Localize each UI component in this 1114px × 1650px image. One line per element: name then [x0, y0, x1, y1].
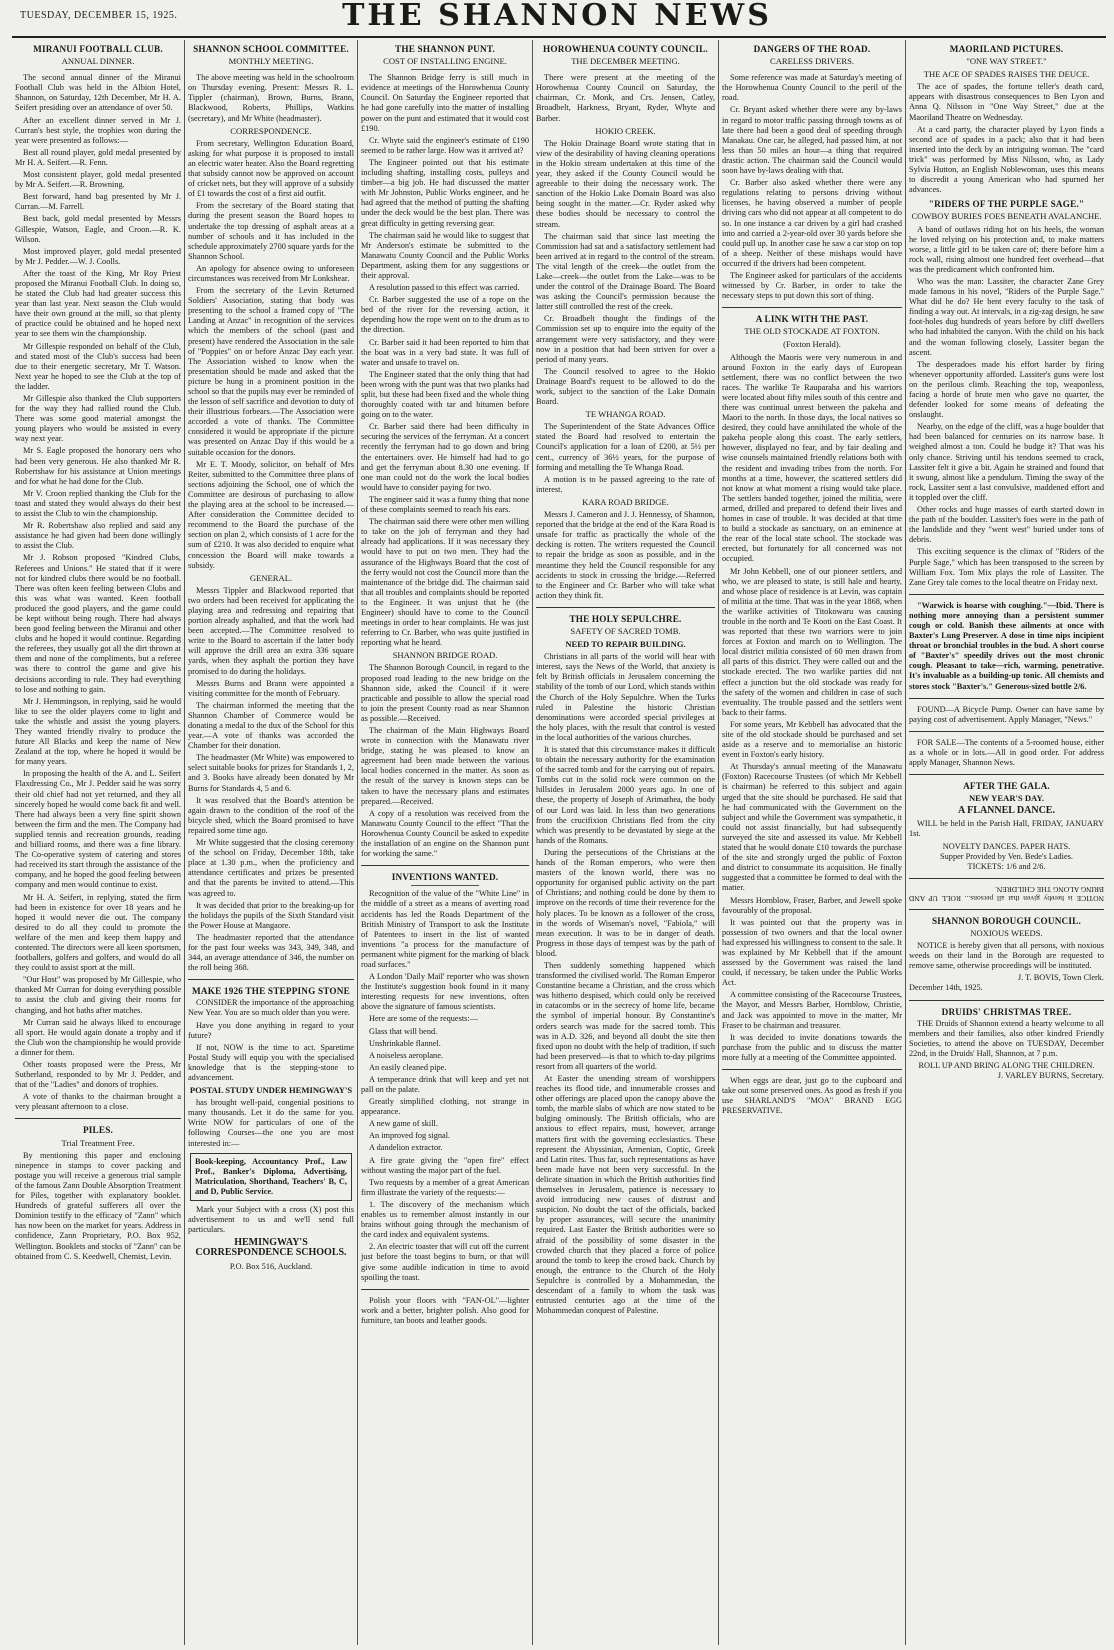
paragraph: The Council resolved to agree to the Hokio Drainage Board's request to be allowed to do the work, subject to the sanction of the Lake Domain Board. [536, 366, 715, 407]
paragraph: A dandelion extractor. [369, 1143, 443, 1153]
football-heading: MIRANUI FOOTBALL CLUB. [33, 44, 163, 54]
mark-subject-text: Mark your Subject with a cross (X) post this advertisement to us and we'll send full particulars. [188, 1205, 354, 1235]
paragraph: Cr. Barber also asked whether there were any regulations relating to persons driving without licenses, he having observed a number of people driving cars who did not appear at all competent to do so. In one instance a car driven by a girl had crashed into and carried a 2-year-old over 30 yards before she could pull up. In another case he saw a car stop on top of a sheep. Neither of these mishaps would have occurred if the drivers had been competent. [722, 178, 902, 268]
paragraph: Cr. Bryant asked whether there were any by-laws in regard to motor traffic passing through towns as of late there had been a good deal of speeding through Manakau. One car, he alleged, had passed him, at not less than 50 miles an hour—a thing that required drastic action. The chairman said the Council would soon have by-laws dealing with that. [722, 105, 902, 176]
paragraph: Cr. Whyte said the engineer's estimate of £190 seemed to be rather large. How was it arrived at? [361, 135, 529, 155]
paragraph: After the toast of the King, Mr Roy Priest proposed the Miranui Football Club. In doing so, he stated the Club had had greater success this year than last year. Next season the Club would have their own ground at the mill, so that plenty of practice could be obtained and he hoped next year to see them win the championship. [15, 268, 181, 339]
paragraph: The headmaster (Mr White) was empowered to select suitable books for prizes for Standards 1, 2, and 3. Books have already been donated by Mr Burns for Standards 4, 5 and 6. [188, 753, 354, 793]
paragraph: Here are some of the requests:— [369, 1014, 478, 1024]
piles-heading: PILES. [82, 1125, 114, 1136]
divider [909, 698, 1104, 699]
paragraph: Two requests by a member of a great American firm illustrate the variety of the requests:— [361, 1177, 529, 1197]
paragraph: Mr R. Robertshaw also replied and said any assistance he had given had been done willingly to assist the Club. [15, 521, 181, 551]
paragraph: Mr E. T. Moody, solicitor, on behalf of Mrs Reiter, submitted to the Committee three plans of sections adjoining the School, one of which the Committee are desirous of purchasing to allow the playing area at the school to be increased.—After consideration the Committee decided to recommend to the Board the purchase of the section on plan 2, which consists of 1 acre for the sum of £210. It was also decided to enquire what concession the Board will make towards a subsidy. [188, 459, 354, 570]
divider [909, 774, 1104, 775]
paragraph: The Hokio Drainage Board wrote stating that in view of the desirability of having cleaning operations in the Hokio stream undertaken at this time of the year, they asked if the County Council would be agreeable to their doing the necessary work. The sanction of the Hokio Lake Domain Board was also being sought in the matter.—Cr. Ryder asked why these bodies should be necessary to control the stream. [536, 138, 715, 229]
school-heading: SHANNON SCHOOL COMMITTEE. [193, 44, 349, 54]
paragraph: A motion is to be passed agreeing to the rate of interest. [536, 474, 715, 494]
sepulchre-article [536, 652, 715, 1316]
paragraph: Then suddenly something happened which transformed the civilised world. The Roman Emperor Constantine became a Christian, and the cross which was hitherto despised, which could only be received in catacombs or in the secrecy of home life, became the symbol of imperial honour. By Constantine's orders search was made for the sacred tomb. This was in A.D. 326, and beyond all doubt the site then fixed upon no doubt with the help of tradition, if such had been preserved—is that to which to-day pilgrims resort from all quarters of the world. [536, 960, 715, 1071]
divider [909, 1000, 1104, 1001]
po-box: P.O. Box 516, Auckland. [229, 1261, 313, 1271]
masthead [0, 0, 1114, 34]
paragraph: A temperance drink that will keep and yet not pall on the palate. [361, 1074, 529, 1094]
noxious-weeds-text: NOTICE is hereby given that all persons, with noxious weeds on their land in the Borough are requested to remove same, otherwise proceedings will be instituted. [909, 941, 1104, 971]
divider [15, 1118, 181, 1119]
paragraph: A vote of thanks to the chairman brought a very pleasant afternoon to a close. [15, 1092, 181, 1112]
county-council-heading: HOROWHENUA COUNTY COUNCIL. [543, 44, 708, 54]
divider [909, 909, 1104, 910]
paragraph: The above meeting was held in the schoolroom on Thursday evening. Present: Messrs R. L. Tippler (chairman), Brown, Burns, Brann, Blackwood, Roberts, Phillips, Watkins (secretary), and Mr White (headmaster). [188, 73, 354, 123]
column-4 [532, 40, 718, 1645]
school-subheading: MONTHLY MEETING. [228, 56, 314, 67]
football-article [15, 73, 181, 1112]
paragraph: Who was the man: Lassiter, the character Zane Grey made famous in his novel, "Riders of the Purple Sage." What did he do? He bent every faculty to the task of finding a way out. At intervals, in a zig-zag design, he saw foot-holes dug hundreds of years before by cliff dwellers who had inhabited the canyon. With the child on his back and the woman following closely, Lassiter began the ascent. [909, 276, 1104, 357]
paragraph: A London 'Daily Mail' reporter who was shown the Institute's suggestion book found in it many interesting requests for new inventions, often above the signature of famous scientists. [361, 972, 529, 1012]
paragraph: The Shannon Bridge ferry is still much in evidence at meetings of the Horowhenua County Council. On Saturday the Engineer reported that he had gone carefully into the matter of installing power on the punt and estimated that it would cost £190. [361, 73, 529, 133]
paragraph: If not, NOW is the time to act. Sparetime Postal Study will equip you with the specialised knowledge that is the stepping-stone to advancement. [188, 1042, 354, 1082]
divider [411, 885, 478, 886]
issue-date: TUESDAY, DECEMBER 15, 1925. [20, 10, 178, 21]
paragraph: The chairman informed the meeting that the Shannon Chamber of Commerce would be donating a medal to the dux of the School for this year.—A vote of thanks was accorded the Chamber for their donation. [188, 700, 354, 751]
paragraph: The Engineer stated that the only thing that had been wrong with the punt was that two planks had split, but these had been fixed and the whole thing thoroughly coated with tar and bitumen before going on to the water. [361, 369, 529, 420]
kara-article [536, 510, 715, 601]
hokio-article [536, 139, 715, 407]
stepping-stone-ad [188, 998, 354, 1083]
paragraph: Best forward, hand bag presented by Mr J. Curran.—M. Farrell. [15, 192, 181, 212]
paragraph: Other toasts proposed were the Press, Mr Sutherland, responded to by Mr J. Pedder, and that of the "Ladies" and donors of trophies. [15, 1060, 181, 1090]
postal-study-text: has brought well-paid, congenial positions to many thousands. Let it do the same for you. Write NOW for particulars of one of the following Courses—the one you are most interested in:— [188, 1098, 354, 1148]
divider [722, 1069, 902, 1070]
general-article [188, 586, 354, 973]
gala-heading: AFTER THE GALA. [963, 781, 1050, 792]
link-past-subheading: THE OLD STOCKADE AT FOXTON. [744, 326, 880, 337]
paragraph: In proposing the health of the A. and L. Seifert Flaxdressing Co., Mr J. Pedder said he was sorry their old chief had not yet returned, and they all sincerely hoped he would come back fit and well. There had always been a very fine spirit shown between the firm and the men. The Company had supplied tennis and recreation grounds, reading and billiard rooms, and there was a fine library. The Co-operative system of catering and stores had received its start through the assistance of the company, and he hoped the good feeling between company and men would continue to exist. [15, 769, 181, 890]
paragraph: At Thursday's annual meeting of the Manawatu (Foxton) Racecourse Trustees (of which Mr Kebbell is chairman) he referred to this subject and again urged that the site should be purchased. He said that he had communicated with the Government on the subject and while the Government was sympathetic, it could not assist financially, but had subsequently surveyed the site and assessed its value. Mr Kebbell stated that he would donate £10 towards the purchase of the site and strongly urged the public of Foxton and district to consummate its acquisition. He finally suggested that a committee be formed to deal with the matter. [722, 762, 902, 893]
column-5 [718, 40, 905, 1645]
paragraph: Mr Curran said he always liked to encourage all sport. He would again donate a trophy and if the Club won the championship he would provide a dinner for them. [15, 1017, 181, 1057]
paragraph: The chairman of the Main Highways Board wrote in connection with the Manawatu river bridge, stating he was pleased to know an agreement had been made between the various local bodies concerned in the matter. As soon as the result of the survey is known steps can be taken to have the necessary plans and estimates prepared.—Received. [361, 726, 529, 806]
paragraph: The Shannon Borough Council, in regard to the proposed road leading to the new bridge on the Shannon side, asked the Council if it were practicable and possible to allow the special road to join the present County road as near Shannon as possible.—Received. [361, 663, 529, 723]
link-past-source: (Foxton Herald). [783, 339, 841, 350]
paragraph: CONSIDER the importance of the approaching New Year. You are so much older than you were. [188, 998, 354, 1018]
paragraph: Unshrinkable flannel. [369, 1038, 441, 1048]
paragraph: Cr. Barber said there had been difficulty in securing the services of the ferryman. At a concert recently the ferryman had to go down and bring the entertainers over. He himself had had to go and get the ferryman about 8.30 one evening. If one man could not do the work the local bodies would have to consider paying for two. [361, 422, 529, 492]
stepping-stone-heading: MAKE 1926 THE STEPPING STONE [192, 986, 350, 997]
county-council-subheading: THE DECEMBER MEETING. [571, 56, 680, 67]
divider [238, 69, 304, 70]
paragraph: A copy of a resolution was received from the Manawatu County Council to the effect "That the Horowhenua County Council be asked to expedite the installation of an engine on the Shannon punt for working the same." [361, 808, 529, 859]
paragraph: Recognition of the value of the "White Line" in the middle of a street as a means of averting road accidents has led the Roads Department of the British Ministry of Transport to ask the Institute of Patentees to insert in the list of wanted inventions "a process for the manufacture of permanent white pigment for the marking of black road surfaces." [361, 889, 529, 969]
riders-heading: "RIDERS OF THE PURPLE SAGE." [928, 199, 1085, 210]
paragraph: It was decided to invite donations towards the purchase from the public and to discuss the matter more fully at a meeting of the Committee appointed. [722, 1032, 902, 1062]
paragraph: Messrs Burns and Brann were appointed a visiting committee for the month of February. [188, 678, 354, 698]
paragraph: The headmaster reported that the attendance for the past four weeks was 343, 349, 348, and 344, an average attendance of 346, the number on the roll being 368. [188, 932, 354, 973]
noxious-weeds-subheading: NOXIOUS WEEDS. [970, 927, 1043, 938]
druids-secretary-signature: J. VARLEY BURNS, Secretary. [997, 1071, 1104, 1081]
paragraph: For some years, Mr Kebbell has advocated that the site of the old stockade should be purchased and set aside as a reserve and to memorialise an historic event in Foxton's early history. [722, 719, 902, 760]
piles-ad-text: By mentioning this paper and enclosing ninepence in stamps to cover packing and postage you will receive a generous trial sample of the famous Zann Double Absorption Treatment for Piles, together with explanatory booklet. Hundreds of grateful sufferers all over the Dominion testify to the efficacy of "Zann" which has now been on the market for years. Address in confidence, Zann Proprietary, P.O. Box 952, Wellington. Booklets and stocks of "Zann" can be obtained from C. S. Keedwell, Chemist, Levin. [15, 1150, 181, 1261]
dangers-heading: DANGERS OF THE ROAD. [753, 44, 871, 54]
school-article [188, 73, 354, 123]
egg-preservative-ad: When eggs are dear, just go to the cupboard and take out some preserved ones. As good as fresh if you use SHARLAND'S "MOA" BRAND EGG PRESERVATIVE. [722, 1076, 902, 1116]
paragraph: 2. An electric toaster that will cut off the current just before the toast begins to burn, or that will give some audible indication in time to avoid spoiling the toast. [361, 1242, 529, 1282]
paragraph: Cr. Barber said it had been reported to him that the boat was in a very bad state. It was full of water and unsafe to travel on. [361, 337, 529, 367]
kara-heading: KARA ROAD BRIDGE. [582, 496, 669, 507]
paragraph: Messrs J. Cameron and J. J. Hennessy, of Shannon, reported that the bridge at the end of the Kara Road is unsafe for traffic as practically the whole of the decking is rotten. The writers requested the Council to repair the bridge as soon as possible, and in the meantime they held the Council responsible for any accidents to stock in crossing the bridge.—Referred to the Engineer and Cr. Barber who will take what action they think fit. [536, 510, 715, 600]
column-2 [184, 40, 357, 1645]
paragraph: The engineer said it was a funny thing that none of these complaints seemed to reach his ears. [361, 494, 529, 515]
paragraph: The Superintendent of the State Advances Office stated the Board had resolved to entertain the Council's application for a loan of £200, at 5½ per cent., currency of 36½ years, for the purpose of forming and metalling the Te Whanga Road. [536, 422, 715, 472]
paragraph: Most improved player, gold medal presented by Mr J. Pedder.—W. J. Coolls. [15, 246, 181, 266]
paragraph: At Easter the unending stream of worshippers reaches its flood tide, and innumerable crosses and other offerings are placed upon the canopy above the tomb, the marble slabs of which are now stated to be bulging ominously. The British officials, who are anxious to effect repairs, must, however, arrange matters first with the governing ecclesiastics. These represent the Abyssinian, Armenian, Coptic, Greek and Latin rites. Thus far, such representations as have been made have not been very successful. In the delicate situation in which the British authorities find themselves in Jerusalem, patience is necessary to avoid introducing new causes of distrust and suspicion. No doubt the tact of the officials, backed by proper assurances, will secure the unanimity required. Last Easter the British authorities were so afraid of the possibility of some disaster in the crowded church that they placed a force of police around the tomb to keep the crowd back. Church by enough, the entrance to the Church of the Holy Sepulchre is controlled by a Mohammedan, the descendant of a family to whom the task was entrusted centuries ago at the time of the Mohammedan conquest of Palestine. [536, 1074, 715, 1316]
correspondence-article [188, 139, 354, 571]
flannel-dance-line: NOVELTY DANCES. PAPER HATS. [942, 841, 1071, 851]
town-clerk-signature: J. T. BOVIS, Town Clerk. [1017, 973, 1104, 983]
inventions-heading: INVENTIONS WANTED. [391, 872, 499, 883]
paragraph: A noiseless aeroplane. [369, 1050, 443, 1060]
paragraph: Have you done anything in regard to your future? [188, 1020, 354, 1040]
punt-article [361, 73, 529, 648]
paragraph: A resolution passed to this effect was carried. [369, 283, 520, 293]
druids-text: THE Druids of Shannon extend a hearty welcome to all members and their families, also other kindred Friendly Societies, to attend the above on TUESDAY, December 22nd, in the Druids' Hall, Shannon, at 7 p.m. [909, 1018, 1104, 1058]
maoriland-subheading-2: THE ACE OF SPADES RAISES THE DEUCE. [923, 69, 1090, 80]
divider [188, 979, 354, 980]
te-whanga-heading: TE WHANGA ROAD. [585, 409, 666, 420]
paragraph: The ace of spades, the fortune teller's death card, appears with disastrous consequences to Ben Lyon and Anna Q. Nilsson in "One Way Street," due at the Maoriland Theatre on Wednesday. [909, 82, 1104, 122]
hemingways-school-name: HEMINGWAY'S CORRESPONDENCE SCHOOLS. [195, 1237, 347, 1259]
for-sale-ad: FOR SALE—The contents of a 5-roomed house, either as a whole or in lots.—All in good order. For address apply Manager, Shannon News. [909, 737, 1104, 767]
divider [909, 731, 1104, 732]
paragraph: The desperadoes made his effort harder by firing whenever opportunity afforded. Lassiter's guns were lost on the perilous climb. Reaching the top, weaponless, facing a horde of brute men who gave no quarter, the defender looked for some means of defeating the onslaught. [909, 359, 1104, 420]
divider [909, 878, 1104, 879]
punt-subheading: COST OF INSTALLING ENGINE. [383, 56, 507, 67]
paragraph: A new game of skill. [369, 1119, 438, 1129]
paragraph: It was decided that prior to the breaking-up for the holidays the pupils of the Sixth Standard visit the Power House at Mangaore. [188, 900, 354, 930]
column-3 [357, 40, 532, 1645]
courses-list: Book-keeping, Accountancy Prof., Law Prof., Banker's Diploma, Advertising, Matriculation, Shorthand, Teachers' B, C, and D, Public Service. [195, 1156, 347, 1196]
flannel-dance-text: WILL be held in the Parish Hall, FRIDAY, JANUARY 1st. [909, 819, 1104, 839]
paragraph: It was resolved that the Board's attention be again drawn to the condition of the roof of the bicycle shed, which the Board promised to have repaired some time ago. [188, 795, 354, 835]
found-ad: FOUND—A Bicycle Pump. Owner can have same by paying cost of advertisement. Apply Manager, "News." [909, 704, 1104, 724]
borough-council-heading: SHANNON BOROUGH COUNCIL. [931, 915, 1081, 926]
dangers-article [722, 73, 902, 301]
link-past-heading: A LINK WITH THE PAST. [755, 314, 869, 325]
column-1 [12, 40, 184, 1645]
paragraph: Mr Gillespie responded on behalf of the Club, and stated most of the Club's success had been due to their energetic secretary, Mr T. Watson. Next year he hoped to see the Club at the top of the ladder. [15, 341, 181, 391]
paragraph: Mr J. Hemmingson, in replying, said he would like to see the older players come to light and take the whistle and assist the young players. They wanted friendly rivalry to produce the future All Blacks and keep the name of New Zealand at the top, where he hoped it would be for many years. [15, 696, 181, 767]
paragraph: Greatly simplified clothing, not strange in appearance. [361, 1097, 529, 1117]
sepulchre-subheading: SAFETY OF SACRED TOMB. [570, 625, 681, 636]
te-whanga-article [536, 422, 715, 495]
paragraph: The Engineer asked for particulars of the accidents witnessed by Cr. Barber, in order to take the necessary steps to put down this sort of thing. [722, 270, 902, 301]
hokio-heading: HOKIO CREEK. [595, 125, 656, 136]
paragraph: "Our Host" was proposed by Mr Gillespie, who thanked Mr Curran for doing everything possible to assist the club and giving their rooms for changing, and hot baths after matches. [15, 975, 181, 1015]
paragraph: The chairman said that since last meeting the Commission had sat and a satisfactory settlement had been arrived at in regard to the control of the stream. The vital length of the creek—the outlet from the Lake—creek—the outlet from the Lake—was to be under the control of the Drainage Board. The Board was asking the Council's permission because the latter still controlled the rest of the creek. [536, 231, 715, 312]
paragraph: Mr J. Robson proposed "Kindred Clubs, Referees and Unions." He stated that if it were not for kindred clubs there would be no football. There was often keen feeling between Clubs and this was what was wanted. Keen football produced the good players, and the game could be kept without being rough. There had always been good feeling between the Miranui and other clubs and he hoped it would continue. Regarding the referees, they usually got all the dirt thrown at them and none of the compliments, but a referee was there to control the game and give his decisions according to rule. They had everything to lose and nothing to gain. [15, 553, 181, 694]
sepulchre-subheading-2: NEED TO REPAIR BUILDING. [565, 639, 686, 650]
paragraph: The Engineer pointed out that his estimate including shafting, installing costs, pulleys and timber—a big job. He had discussed the matter with Mr Johnston, Public Works engineer, and he had agreed that the method of putting the shafting under the deck would be the best plan. There was great difficulty in getting reversing gear. [361, 157, 529, 228]
paragraph: Messrs Tippler and Blackwood reported that two orders had been received for applicating the playing area and redressing and repairing that portion already asphalted, and that the work had been accepted.—The Committee resolved to write to the Board to ascertain if the latter body will approve the drill area an extra 336 square yards, when they asphalt the portion they have promised to do during the holidays. [188, 585, 354, 676]
divider [722, 307, 902, 308]
paragraph: Mr White suggested that the closing ceremony of the school on Friday, December 18th, take place at 1.30 p.m., when the proficiency and attendance certificates and prizes be presented and that the parents be invited to attend.—This was agreed to. [188, 838, 354, 898]
inverted-ad-text: NOTICE is hereby given that all persons... ROLL UP AND BRING ALONG THE CHILDREN. [909, 884, 1104, 903]
divider [411, 69, 478, 70]
riders-article [909, 225, 1104, 588]
paragraph: From the secretary of the Levin Returned Soldiers' Association, stating that body was presenting to the school a framed copy of "The Landing at Anzac" in recognition of the services which the members of the school (past and present) have rendered the Association in the sale of "Poppies" on or before Anzac Day each year. The Association wished to know when the presentation should be made and asked that the picture be hung in a prominent position in the school so that the pupils may ever be reminded of the lesson of self sacrifice and devotion to duty of their illustrious forbears.—The Association were accorded a vote of thanks. The Committee considered it would be appropriate if the picture was presented on Anzac Day if this would be a suitable occasion for the donors. [188, 286, 354, 457]
paragraph: Although the Maoris were very numerous in and around Foxton in the early days of European settlement, there was no conflict between the two races. The warlike Te Rauparaha and his warriors were located about fifty miles south of this centre and there was continual unrest between the pakeha and Maori to the north. In those days, the local natives so desired, they could have annihilated the whole of the pakeha people along this coast. The early settlers, however, displayed no fear, and by fair dealing and wise counsels maintained friendly relations both with the resident and invading tribes from the north. For months at a time, however, the scattered settlers did not know at what moment a rising would take place. The settlers banded together, joined the militia, were armed, drilled and prepared to defend their lives and homes in case of trouble. It was decided at that time to build a stockade as sanctuary, on an eminence at the rear of the local state school. The stockade was erected, but fortunately for all concerned was not occupied. [722, 352, 902, 564]
flannel-dance-supper: Supper Provided by Ven. Bede's Ladies. [940, 851, 1073, 861]
paragraph: Glass that will bend. [369, 1026, 438, 1036]
paragraph: Mr Gillespie also thanked the Club supporters for the way they had rallied round the Club. There was some good material amongst the young players who would be assisted in every way next year. [15, 394, 181, 444]
paragraph: Cr. Broadbelt thought the findings of the Commission set up to enquire into the equity of the arrangement were very satisfactory, and they were now in a position that had been striven for over a period of many years. [536, 314, 715, 364]
divider [65, 69, 131, 70]
paragraph: From secretary, Wellington Education Board, asking for what purpose it is proposed to install an electric water heater. Also the Board regretting that subsidy cannot now be approved on account of cricket nets, but they will approve of a subsidy of £1 towards the cost of a first aid outfit. [188, 138, 354, 199]
punt-heading: THE SHANNON PUNT. [395, 44, 495, 54]
postal-study-heading: POSTAL STUDY UNDER HEMINGWAY'S [189, 1085, 353, 1096]
columns [12, 40, 1107, 1645]
paragraph: Christians in all parts of the world will hear with interest, says the News of the World, that anxiety is felt by British officials in Jerusalem concerning the stability of the tomb of our Lord, which stands within the Church of the Holy Sepulchre. When the Turks ruled in Palestine the historic Christian denominations were accorded special privileges at the holy places, with the result that control is vested in the local authorities of the various churches. [536, 652, 715, 742]
sepulchre-heading: THE HOLY SEPULCHRE. [569, 613, 682, 624]
paragraph: Best all round player, gold medal presented by Mr H. A. Seifert.—R. Fenn. [15, 147, 181, 167]
paragraph: Most consistent player, gold medal presented by Mr A. Seifert.—R. Browning. [15, 170, 181, 190]
maoriland-subheading: "ONE WAY STREET." [966, 56, 1047, 67]
courses-box [190, 1153, 352, 1201]
paragraph: This exciting sequence is the climax of "Riders of the Purple Sage," which has been transposed to the screen by William Fox. Tom Mix plays the role of Lassiter. The Zane Grey tale comes to the local theatre on Friday next. [909, 547, 1104, 587]
paragraph: Some reference was made at Saturday's meeting of the Horowhenua County Council to the peril of the road. [722, 73, 902, 103]
gala-subheading: NEW YEAR'S DAY. [968, 793, 1045, 804]
paragraph: It is stated that this circumstance makes it difficult to obtain the necessary authority for the examination of the sacred tomb and for the carrying out of repairs. Tombs cut in the solid rock were common on the hillsides in Jerusalem 2000 years ago. In one of these, the property of Joseph of Arimathea, the body of our Lord was laid. In less than two generations from the crucifixion Christians fled from the city which was presently to be devastated by siege at the hands of the Romans. [536, 745, 715, 845]
masthead-rule [12, 36, 1106, 38]
bridge-road-article [361, 663, 529, 859]
paragraph: Mr H. A. Seifert, in replying, stated the firm had been in existence for over 18 years and he hoped it would never die out. The company desired to do all they could to promote the welfare of the men and keep them happy and contented. The directors were all keen sportsmen, footballers, golfers and golfers, and would do all they could to assist sport at the mill. [15, 892, 181, 973]
paragraph: There were present at the meeting of the Horowhenua County Council on Saturday, the chairman, Cr. Monk, and Crs. Jensen, Catley, Broadbelt, Harkness, Bryant, Ryder, Whyte and Barber. [536, 73, 715, 123]
baxters-ad: "Warwick is hoarse with coughing."—Ibid. There is nothing more annoying than a persistent summer cough or cold. Banish these ailments at once with Baxter's Lung Preserver. A dose in time nips incipient throat or bronchial troubles in the bud. A short course of "Baxter's" speedily drives out the most chronic cough. Pleasant to take—rich, warming, penetrative. It's invaluable as a building-up tonic. All chemists and stores stock "Baxter's." Generous-sized bottle 2/6. [909, 600, 1104, 691]
paragraph: An improved fog signal. [369, 1131, 451, 1141]
correspondence-heading: CORRESPONDENCE. [230, 125, 312, 136]
county-council-article [536, 73, 715, 123]
paragraph: Messrs Hornblow, Fraser, Barber, and Jewell spoke favourably of the proposal. [722, 895, 902, 915]
maoriland-article [909, 82, 1104, 195]
paper-title: THE SHANNON NEWS [342, 0, 772, 33]
paragraph: Mr V. Croon replied thanking the Club for the toast and stated they would always do their best to assist the Club to win the championship. [15, 488, 181, 519]
bridge-road-heading: SHANNON BRIDGE ROAD. [392, 650, 498, 661]
paragraph: A committee consisting of the Racecourse Trustees, the Mayor, and Messrs Barber, Hornblow, Christie, and Jack was appointed to move in the matter, Mr Fraser to be chairman and treasurer. [722, 990, 902, 1030]
borough-notice-date: December 14th, 1925. [909, 983, 983, 993]
divider [590, 69, 662, 70]
fanol-ad: Polish your floors with "FAN-OL"—lighter work and a better, brighter polish. Also good for furniture, tan boots and leather goods. [361, 1295, 529, 1325]
paragraph: An apology for absence owing to unforeseen circumstances was received from Mr Lonkshear. [188, 263, 354, 283]
druids-heading: DRUIDS' CHRISTMAS TREE. [941, 1006, 1072, 1017]
paragraph: At a card party, the character played by Lyon finds a second ace of spades in a pack; also that it had been inserted into the deck by an intriguing woman. The "card trick" was performed by Miss Nilsson, who, as Lady Sylvia Hutton, an English Noblewoman, uses this means to discredit a young American who had spurned her advances. [909, 124, 1104, 195]
paragraph: It was pointed out that the property was in possession of two owners and that the local owner had expressed his willingness to consent to the sale. It was explained by Mr Kebbell that if the amount assessed by the Government was raised the land could, if necessary, be taken under the Public Works Act. [722, 917, 902, 988]
paragraph: Cr. Barber suggested the use of a rope on the bed of the river for the reversing action, it depending how the rope went on to the drum as to the direction. [361, 295, 529, 335]
paragraph: A band of outlaws riding hot on his heels, the woman he loved relying on his protection and, to make matters worse, a little girl to be taken care of; there before him a rock wall, rising almost one hundred feet overhead—that was the predicament which confronted him. [909, 224, 1104, 274]
paragraph: Mr S. Eagle proposed the honorary oers who had been very generous. He also thanked Mr R. Robertshaw for his assistance at Union meetings and for what he had done for the Club. [15, 446, 181, 486]
paragraph: A fire grate giving the "open fire" effect without wasting the major part of the fuel. [361, 1155, 529, 1175]
paragraph: An easily cleaned pipe. [369, 1062, 447, 1072]
paragraph: The chairman said there were other men willing to take on the job of ferryman and they had already had applications. If it was necessary they would have to put on two men. They had the assurance of the Highways Board that the cost of the ferry would not cost the Council more than the maintenance of the bridge did. The chairman said that all troubles and complaints should be reported to the Engineer. It was unjust that he (the Engineer) should have to come to the Council meetings in order to hear complaints. He was just referring to Cr. Barber, who was quite justified in reporting what he heard. [361, 517, 529, 648]
druids-roll-up: ROLL UP AND BRING ALONG THE CHILDREN. [918, 1060, 1095, 1070]
divider [776, 69, 848, 70]
paragraph: 1. The discovery of the mechanism which enables us to remember almost instantly in our brains without going through the mechanism of the card index and equivalent systems. [361, 1199, 529, 1240]
flannel-dance-tickets: TICKETS: 1/6 and 2/6. [967, 861, 1046, 871]
paragraph: Best back, gold medal presented by Messrs Gillespie, Watson, Eagle, and Croon.—R. K. Wilson. [15, 214, 181, 244]
link-past-article [722, 353, 902, 1063]
general-heading: GENERAL. [249, 572, 293, 583]
divider [909, 594, 1104, 595]
football-subheading: ANNUAL DINNER. [61, 56, 135, 67]
divider [536, 607, 715, 608]
paragraph: The chairman said he would like to suggest that Mr Anderson's estimate be submitted to the Manawatu County Council and the Public Works Department, asking them for any suggestions or their approval. [361, 230, 529, 280]
piles-subheading: Trial Treatment Free. [61, 1137, 135, 1148]
divider [361, 1289, 529, 1290]
column-6 [905, 40, 1107, 1645]
paragraph: Nearby, on the edge of the cliff, was a huge boulder that had been balanced for centuries on its narrow base. It weighed almost a ton. Could he budge it? That was his only chance. Striving until his tendons seemed to crack, Lassiter felt it give a bit. Again he strained and found that it swung, almost like a pendulum. Timing the sway of the rock, Lassiter sent a last convulsive, maddened effort and it toppled over the cliff. [909, 422, 1104, 502]
inventions-article [361, 889, 529, 1282]
riders-subheading: COWBOY BURIES FOES BENEATH AVALANCHE. [911, 211, 1102, 222]
divider [361, 865, 529, 866]
paragraph: The second annual dinner of the Miranui Football Club was held in the Albion Hotel, Shannon, on Saturday, 12th December, Mr H. A. Seifert presiding over an attendance of over 50. [15, 73, 181, 113]
flannel-dance-heading: A FLANNEL DANCE. [958, 805, 1055, 817]
paragraph: Mr John Kebbell, one of our pioneer settlers, and who, we are pleased to state, is still hale and hearty, and whose place of residence is at Levin, was captain of militia at the time. That was in the year 1868, when the warlike activities of Titokowaru was causing trouble in the north and Te Kooti on the East Coast. It was reported that these two warriors were to join forces at Foxton and march on to Wellington. The local district militia consisted of 60 men drawn from all parts of this district. They were called out and the stockade erected. The two warlike parties did not effect a junction but the old stockade was ready for the safety of the women and children in case of such eventuality. The trouble passed and the settlers went back to their farms. [722, 566, 902, 717]
paragraph: During the persecutions of the Christians at the hands of the Roman emperors, who were then masters of the known world, there was no opportunity for organised public activity on the part of Christians; and nothing could be done by them to improve on the records of time their reverence for the holy places. To be known as a follower of the cross, in the words of Wiseman's novel, "Fabiola," will mean execution. It was to be in danger of death. Progress in those days of tempest was by the path of blood. [536, 847, 715, 958]
paragraph: Other rocks and huge masses of earth started down in the path of the boulder. Lassiter's foes were in the path of the landslide and they "went west" buried under tons of debris. [909, 505, 1104, 545]
paragraph: From the secretary of the Board stating that during the present season the Board hopes to undertake the top dressing of asphalt areas at a number of schools and it has included in the schedule approximately 2700 square yards for the Shannon School. [188, 201, 354, 261]
paragraph: After an excellent dinner served in Mr J. Curran's best style, the trophies won during the year were presented as follows:— [15, 115, 181, 145]
maoriland-heading: MAORILAND PICTURES. [949, 44, 1064, 54]
dangers-subheading: CARELESS DRIVERS. [769, 56, 855, 67]
